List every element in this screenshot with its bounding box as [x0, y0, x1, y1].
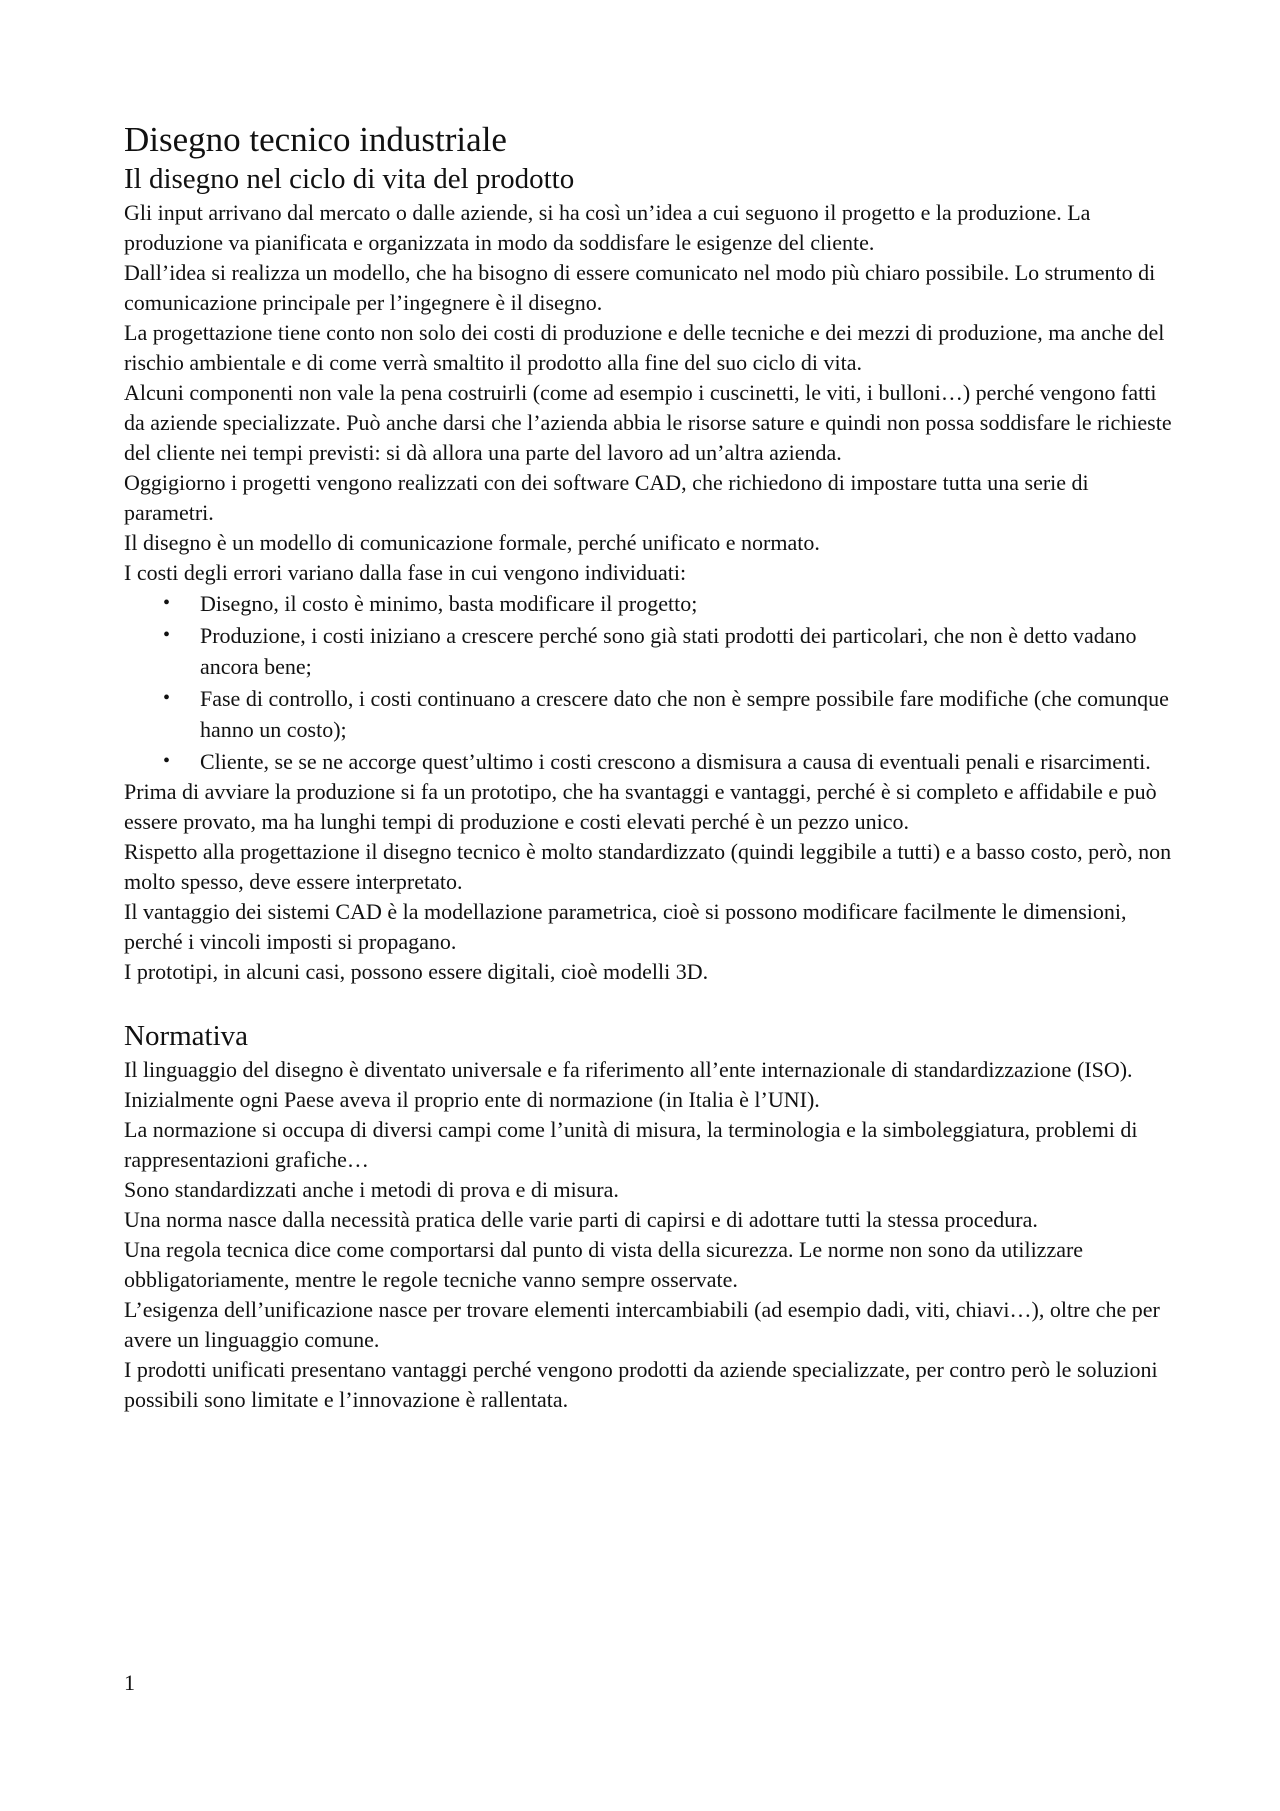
bullet-icon: • [163, 686, 171, 709]
paragraph: Il linguaggio del disegno è diventato universale e fa riferimento all’ente internazionale di standardizzazione (ISO). [124, 1057, 1133, 1082]
bullet-icon: • [163, 749, 171, 772]
paragraph: I prodotti unificati presentano vantaggi perché vengono prodotti da aziende specializzate, per contro però le soluzioni possibili sono limitate e l’innovazione è rallentata. [124, 1357, 1158, 1412]
paragraph: Gli input arrivano dal mercato o dalle aziende, si ha così un’idea a cui seguono il progetto e la produzione. La produzione va pianificata e organizzata in modo da soddisfare le esigenze del cliente. [124, 200, 1091, 255]
bullet-icon: • [163, 623, 171, 646]
paragraph: Oggigiorno i progetti vengono realizzati con dei software CAD, che richiedono di impostare tutta una serie di parametri. [124, 470, 1089, 525]
paragraph: Inizialmente ogni Paese aveva il proprio ente di normazione (in Italia è l’UNI). [124, 1087, 820, 1112]
list-item-text: Disegno, il costo è minimo, basta modificare il progetto; [200, 591, 698, 616]
list-item [163, 588, 1174, 620]
paragraph: I costi degli errori variano dalla fase in cui vengono individuati: [124, 560, 687, 585]
list-item [163, 683, 1174, 746]
paragraph: La normazione si occupa di diversi campi come l’unità di misura, la terminologia e la simboleggiatura, problemi di rappresentazioni grafiche… [124, 1117, 1138, 1172]
paragraph: Il vantaggio dei sistemi CAD è la modellazione parametrica, cioè si possono modificare facilmente le dimensioni, perché i vincoli imposti si propagano. [124, 899, 1127, 954]
paragraph: Prima di avviare la produzione si fa un prototipo, che ha svantaggi e vantaggi, perché è si completo e affidabile e può essere provato, ma ha lunghi tempi di produzione e costi elevati perché è un pezzo unico. [124, 779, 1157, 834]
error-cost-list [124, 588, 1174, 777]
paragraph: Sono standardizzati anche i metodi di prova e di misura. [124, 1177, 619, 1202]
list-item-text: Cliente, se se ne accorge quest’ultimo i costi crescono a dismisura a causa di eventuali penali e risarcimenti. [200, 748, 1151, 774]
list-item [163, 620, 1174, 683]
list-item [163, 746, 1174, 778]
section-heading-lifecycle: Il disegno nel ciclo di vita del prodotto [124, 163, 575, 195]
document-title: Disegno tecnico industriale [124, 120, 507, 159]
paragraph: Rispetto alla progettazione il disegno tecnico è molto standardizzato (quindi leggibile a tutti) e a basso costo, però, non molto spesso, deve essere interpretato. [124, 839, 1172, 894]
list-item-text: Produzione, i costi iniziano a crescere perché sono già stati prodotti dei particolari, che non è detto vadano ancora bene; [200, 622, 1137, 679]
document-page [124, 120, 1174, 1415]
paragraph: Il disegno è un modello di comunicazione formale, perché unificato e normato. [124, 530, 820, 555]
paragraph: Una regola tecnica dice come comportarsi dal punto di vista della sicurezza. Le norme non sono da utilizzare obbligatoriamente, mentre le regole tecniche vanno sempre osservate. [124, 1237, 1084, 1292]
page-number: 1 [124, 1670, 135, 1695]
list-item-text: Fase di controllo, i costi continuano a crescere dato che non è sempre possibile fare modifiche (che comunque hanno un costo); [200, 685, 1169, 742]
paragraph: La progettazione tiene conto non solo dei costi di produzione e delle tecniche e dei mezzi di produzione, ma anche del rischio ambientale e di come verrà smaltito il prodotto alla fine del suo ciclo di vita. [124, 320, 1165, 375]
paragraph: Dall’idea si realizza un modello, che ha bisogno di essere comunicato nel modo più chiaro possibile. Lo strumento di comunicazione principale per l’ingegnere è il disegno. [124, 260, 1156, 315]
paragraph: Alcuni componenti non vale la pena costruirli (come ad esempio i cuscinetti, le viti, i bulloni…) perché vengono fatti da aziende specializzate. Può anche darsi che l’azienda abbia le risorse sature e quindi non possa soddisfare le richieste del cliente nei tempi previsti: si dà allora una parte del lavoro ad un’altra azienda. [124, 380, 1172, 465]
paragraph: Una norma nasce dalla necessità pratica delle varie parti di capirsi e di adottare tutti la stessa procedura. [124, 1207, 1038, 1232]
bullet-icon: • [163, 592, 171, 614]
section-heading-normativa: Normativa [124, 1020, 249, 1052]
paragraph: L’esigenza dell’unificazione nasce per trovare elementi intercambiabili (ad esempio dadi, viti, chiavi…), oltre che per avere un linguaggio comune. [124, 1297, 1160, 1352]
paragraph: I prototipi, in alcuni casi, possono essere digitali, cioè modelli 3D. [124, 959, 709, 984]
